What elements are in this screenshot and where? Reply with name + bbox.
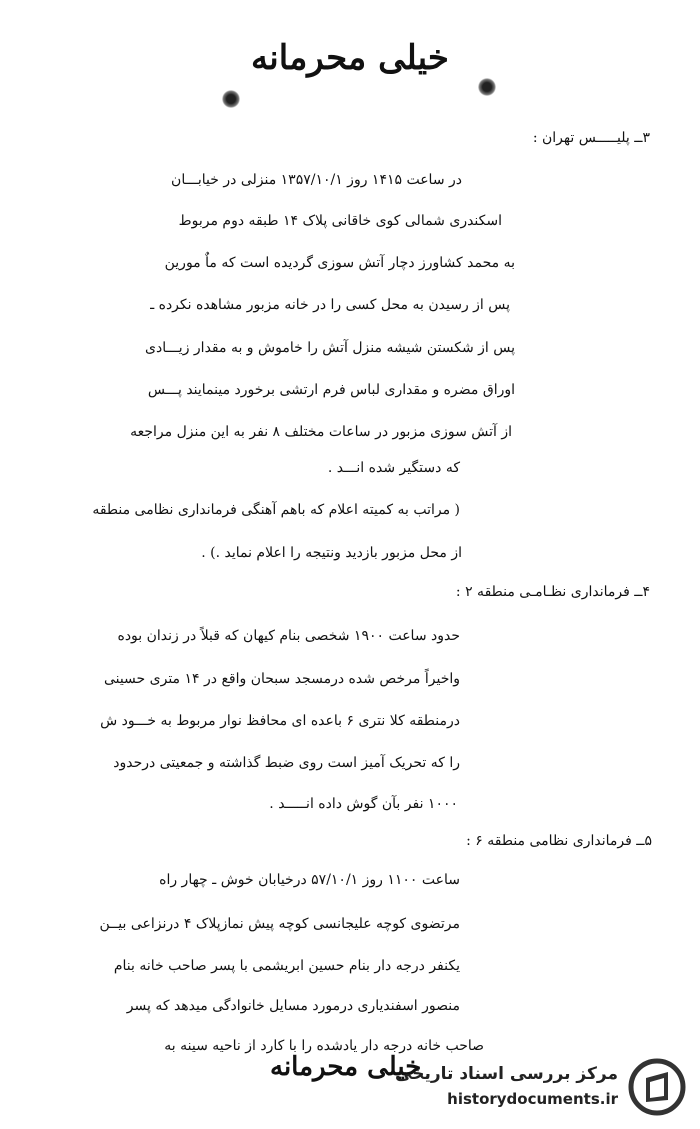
watermark-url: historydocuments.ir (447, 1090, 618, 1108)
ink-blot-icon (478, 78, 496, 96)
text-line: را که تحریک آمیز است روی ضبط گذاشته و جمعیتی درحدود (113, 755, 460, 771)
watermark (395, 1058, 688, 1116)
text-line: که دستگیر شده انـــد . (327, 460, 460, 476)
text-line: به محمد کشاورز دچار آتش سوزی گردیده است که ماٌ مورین (164, 255, 515, 271)
text-line: درمنطقه کلا نتری ۶ باعده ای محافظ نوار مربوط به خـــود ش (100, 713, 460, 729)
classification-stamp: خیلی محرمانه (270, 1052, 422, 1082)
page-title: خیلی محرمانه (251, 38, 449, 78)
section-title: ۴ــ فرمانداری نظـامـی منطقه ۲ : (455, 584, 650, 600)
text-line: یکنفر درجه دار بنام حسین ابریشمی با پسر صاحب خانه بنام (113, 958, 460, 974)
document-center-logo-icon (628, 1058, 686, 1116)
text-line: واخیراً مرخص شده درمسجد سبحان واقع در ۱۴ متری حسینی (103, 671, 460, 687)
text-line: اوراق مضره و مقداری لباس فرم ارتشی برخورد مینمایند پـــس (147, 382, 515, 398)
watermark-title: مرکز بررسی اسناد تاریخی (395, 1064, 618, 1084)
text-line: ۱۰۰۰ نفر بآن گوش داده انـــــد . (269, 796, 458, 812)
text-line: از آتش سوزی مزبور در ساعات مختلف ۸ نفر به این منزل مراجعه (130, 424, 512, 440)
text-line: منصور اسفندیاری درمورد مسایل خانوادگی میدهد که پسر (126, 998, 460, 1014)
section-title: ۵ــ فرمانداری نظامی منطقه ۶ : (466, 833, 652, 849)
text-line: پس از رسیدن به محل کسی را در خانه مزبور مشاهده نکرده ـ (150, 297, 510, 313)
text-line: صاحب خانه درجه دار یادشده را با کارد از ناحیه سینه به (164, 1038, 484, 1054)
ink-blot-icon (222, 90, 240, 108)
section-title: ۳ــ پلیـــــس تهران : (532, 130, 650, 146)
text-line: حدود ساعت ۱۹۰۰ شخصی بنام کیهان که قبلاً در زندان بوده (117, 628, 460, 644)
text-line: اسکندری شمالی کوی خاقانی پلاک ۱۴ طبقه دوم مربوط (178, 213, 502, 229)
text-line: مرتضوی کوچه علیجانسی کوچه پیش نمازپلاک ۴ درنزاعی بیــن (99, 916, 460, 932)
text-line: در ساعت ۱۴۱۵ روز ۱۳۵۷/۱۰/۱ منزلی در خیابـــان (171, 172, 462, 188)
text-line: ساعت ۱۱۰۰ روز ۵۷/۱۰/۱ درخیابان خوش ـ چهار راه (159, 872, 460, 888)
text-line: پس از شکستن شیشه منزل آتش را خاموش و به مقدار زیـــادی (145, 340, 515, 356)
text-line: ( مراتب به کمیته اعلام که باهم آهنگی فرمانداری نظامی منطقه (92, 502, 460, 518)
text-line: از محل مزبور بازدید ونتیجه را اعلام نماید .) . (201, 545, 462, 561)
